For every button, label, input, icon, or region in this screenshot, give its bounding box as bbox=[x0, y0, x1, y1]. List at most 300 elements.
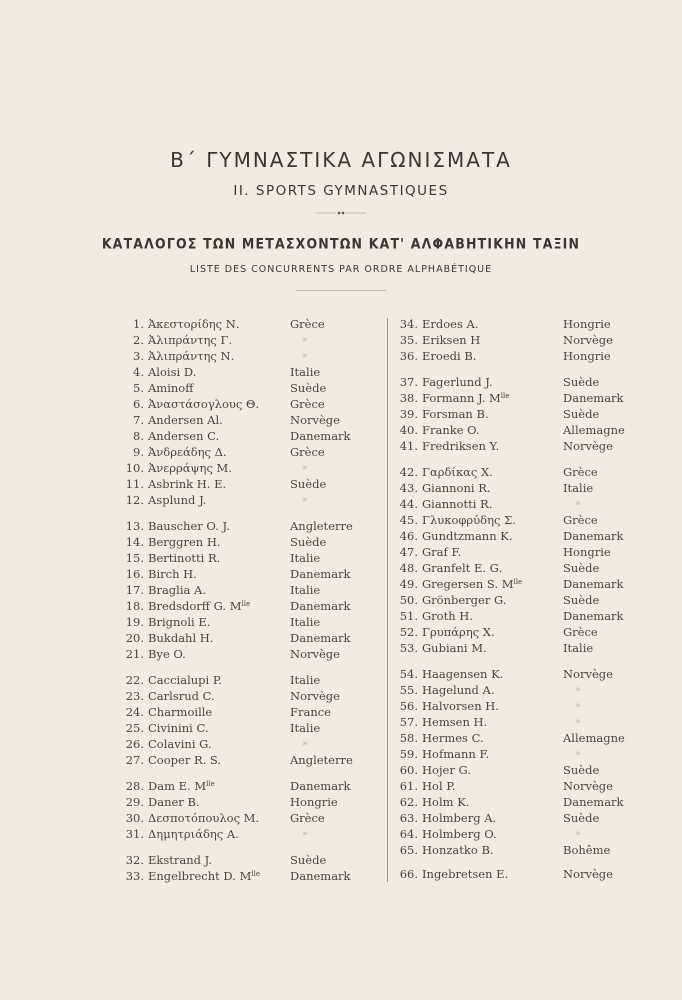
entry-name-text: Δεσποτόπουλος Μ. bbox=[148, 811, 260, 825]
entry-country: » bbox=[575, 717, 581, 727]
entry-country: Hongrie bbox=[563, 349, 611, 363]
entry-name bbox=[422, 794, 469, 810]
entry-country: Danemark bbox=[290, 567, 351, 581]
entry-name-text: Eroedi B. bbox=[422, 349, 477, 363]
entry-country: » bbox=[575, 829, 581, 839]
entry-name bbox=[422, 332, 480, 348]
entry-country: Norvège bbox=[290, 413, 340, 427]
entry-number: 45. bbox=[399, 513, 418, 527]
entry-number: 59. bbox=[399, 747, 418, 761]
entry-name-text: Andersen C. bbox=[148, 429, 220, 443]
entry-number: 49. bbox=[399, 577, 418, 591]
list-item bbox=[110, 736, 390, 752]
list-item bbox=[110, 348, 390, 364]
entry-name-text: Holmberg O. bbox=[422, 827, 497, 841]
entry-name-text: Halvorsen H. bbox=[422, 699, 499, 713]
list-item bbox=[384, 746, 664, 762]
page-title: Β΄ ΓΥΜΝΑΣΤΙΚΑ ΑΓΩΝΙΣΜΑΤΑ bbox=[170, 148, 512, 172]
entry-number: 34. bbox=[399, 317, 418, 331]
entry-name-text: Ἀνερράψης Μ. bbox=[148, 461, 232, 475]
entry-name-text: Ἀλιπράντης Γ. bbox=[148, 333, 233, 347]
entry-number: 14. bbox=[125, 535, 144, 549]
list-item bbox=[110, 704, 390, 720]
entry-number: 48. bbox=[399, 561, 418, 575]
entry-number: 35. bbox=[399, 333, 418, 347]
entry-country: Angleterre bbox=[290, 753, 353, 767]
entry-name bbox=[148, 778, 215, 794]
entry-number: 66. bbox=[399, 867, 418, 881]
entry-country: » bbox=[575, 499, 581, 509]
entry-country: » bbox=[575, 749, 581, 759]
list-item bbox=[110, 518, 390, 534]
list-item bbox=[110, 534, 390, 550]
title-suffix: $M^{lle}$ bbox=[501, 577, 523, 591]
entry-name-text: Carlsrud C. bbox=[148, 689, 215, 703]
entry-name bbox=[422, 762, 471, 778]
entry-country: » bbox=[575, 685, 581, 695]
entry-number: 63. bbox=[399, 811, 418, 825]
entry-number: 41. bbox=[399, 439, 418, 453]
entry-name bbox=[422, 464, 493, 480]
entry-name bbox=[422, 576, 522, 592]
entry-number: 64. bbox=[399, 827, 418, 841]
list-item bbox=[384, 640, 664, 656]
list-item bbox=[110, 364, 390, 380]
entry-number: 56. bbox=[399, 699, 418, 713]
entry-name-text: Asplund J. bbox=[148, 493, 207, 507]
entry-country: Suède bbox=[563, 811, 600, 825]
entry-number: 12. bbox=[125, 493, 144, 507]
entry-country: Grèce bbox=[563, 625, 598, 639]
entry-number: 1. bbox=[133, 317, 144, 331]
entry-country: Danemark bbox=[290, 599, 351, 613]
entry-name bbox=[148, 316, 239, 332]
entry-country: Suède bbox=[290, 477, 327, 491]
entry-name-text: Braglia A. bbox=[148, 583, 206, 597]
entry-number: 20. bbox=[125, 631, 144, 645]
entry-name bbox=[422, 512, 516, 528]
entry-name-text: Dam E. bbox=[148, 779, 191, 793]
list-item bbox=[110, 332, 390, 348]
list-item bbox=[110, 778, 390, 794]
entry-name bbox=[422, 826, 497, 842]
list-item bbox=[384, 422, 664, 438]
list-item bbox=[384, 608, 664, 624]
entry-number: 47. bbox=[399, 545, 418, 559]
list-item bbox=[384, 714, 664, 730]
entry-country: » bbox=[302, 739, 308, 749]
list-item bbox=[384, 332, 664, 348]
list-item bbox=[384, 810, 664, 826]
entry-name bbox=[148, 550, 220, 566]
entry-number: 5. bbox=[133, 381, 144, 395]
entry-name-text: Haagensen K. bbox=[422, 667, 504, 681]
entry-name-text: Bertinotti R. bbox=[148, 551, 221, 565]
list-item bbox=[110, 460, 390, 476]
entry-number: 60. bbox=[399, 763, 418, 777]
list-item bbox=[110, 598, 390, 614]
entry-name bbox=[422, 866, 508, 882]
entry-name-text: Gundtzmann K. bbox=[422, 529, 513, 543]
list-item bbox=[384, 794, 664, 810]
entry-name-text: Formann J. bbox=[422, 391, 486, 405]
entry-name-text: Bredsdorff G. bbox=[148, 599, 227, 613]
entry-country: » bbox=[302, 829, 308, 839]
entry-name-text: Ekstrand J. bbox=[148, 853, 213, 867]
list-item bbox=[110, 720, 390, 736]
title-suffix: $M^{lle}$ bbox=[489, 391, 510, 405]
entry-name-text: Bukdahl H. bbox=[148, 631, 214, 645]
entry-name-text: Ἀναστάσογλους Θ. bbox=[148, 397, 260, 411]
list-item bbox=[384, 464, 664, 480]
list-item bbox=[110, 614, 390, 630]
entry-number: 36. bbox=[399, 349, 418, 363]
entry-name bbox=[422, 480, 491, 496]
entry-country: Danemark bbox=[290, 631, 351, 645]
entry-country: Bohême bbox=[563, 843, 611, 857]
entry-name bbox=[148, 566, 197, 582]
entry-name-text: Hojer G. bbox=[422, 763, 471, 777]
list-item bbox=[110, 428, 390, 444]
list-item bbox=[384, 730, 664, 746]
entry-name-text: Cooper R. S. bbox=[148, 753, 222, 767]
entry-country: » bbox=[302, 351, 308, 361]
entry-number: 26. bbox=[125, 737, 144, 751]
entry-number: 44. bbox=[399, 497, 418, 511]
entry-country: Suède bbox=[290, 853, 327, 867]
entry-country: Hongrie bbox=[290, 795, 338, 809]
entry-number: 2. bbox=[133, 333, 144, 347]
list-item bbox=[110, 826, 390, 842]
entry-country: Italie bbox=[290, 365, 321, 379]
entry-country: Hongrie bbox=[563, 317, 611, 331]
list-item bbox=[110, 646, 390, 662]
heading-rule bbox=[296, 290, 386, 291]
entry-name bbox=[148, 826, 239, 842]
entry-name bbox=[422, 592, 506, 608]
entry-country: Danemark bbox=[290, 429, 351, 443]
entry-country: » bbox=[302, 495, 308, 505]
entry-name bbox=[148, 752, 221, 768]
entry-number: 4. bbox=[133, 365, 144, 379]
list-item bbox=[384, 480, 664, 496]
list-item bbox=[384, 778, 664, 794]
entry-name-text: Giannotti R. bbox=[422, 497, 493, 511]
entry-name bbox=[422, 348, 476, 364]
list-item bbox=[384, 826, 664, 842]
entry-name-text: Honzatko B. bbox=[422, 843, 494, 857]
entry-name-text: Asbrink H. E. bbox=[148, 477, 227, 491]
entry-country: Italie bbox=[563, 481, 594, 495]
list-item bbox=[110, 316, 390, 332]
list-item bbox=[110, 630, 390, 646]
entry-name bbox=[148, 396, 259, 412]
entry-country: Suède bbox=[563, 593, 600, 607]
entry-name-text: Graf F. bbox=[422, 545, 462, 559]
list-item bbox=[110, 672, 390, 688]
entry-country: Norvège bbox=[563, 779, 613, 793]
entry-name-text: Hagelund A. bbox=[422, 683, 495, 697]
entry-name bbox=[422, 682, 495, 698]
entry-name-text: Charmoille bbox=[148, 705, 213, 719]
entry-number: 24. bbox=[125, 705, 144, 719]
entry-name-text: Aminoff bbox=[148, 381, 194, 395]
list-item bbox=[384, 576, 664, 592]
entry-name-text: Δημητριάδης Α. bbox=[148, 827, 239, 841]
list-item bbox=[384, 560, 664, 576]
entry-country: Danemark bbox=[563, 529, 624, 543]
entry-country: Italie bbox=[290, 615, 321, 629]
title-suffix: $M^{lle}$ bbox=[229, 599, 251, 613]
list-item bbox=[110, 476, 390, 492]
entry-name-text: Andersen Al. bbox=[148, 413, 223, 427]
entry-number: 51. bbox=[399, 609, 418, 623]
list-item bbox=[384, 528, 664, 544]
entry-number: 9. bbox=[133, 445, 144, 459]
list-item bbox=[110, 380, 390, 396]
ornament-divider bbox=[316, 208, 366, 218]
entry-name bbox=[422, 422, 480, 438]
entry-country: » bbox=[575, 701, 581, 711]
list-item bbox=[384, 592, 664, 608]
entry-country: Suède bbox=[290, 381, 327, 395]
entry-name-text: Γλυκοφρύδης Σ. bbox=[422, 513, 516, 527]
entry-name bbox=[148, 582, 206, 598]
entry-number: 65. bbox=[399, 843, 418, 857]
entry-name bbox=[422, 842, 494, 858]
entry-name bbox=[422, 438, 499, 454]
entry-number: 53. bbox=[399, 641, 418, 655]
entry-name-text: Groth H. bbox=[422, 609, 473, 623]
entry-name bbox=[422, 374, 493, 390]
entry-name-text: Giannoni R. bbox=[422, 481, 491, 495]
french-heading: LISTE DES CONCURRENTS PAR ORDRE ALPHABÉTIQUE bbox=[189, 264, 493, 275]
entry-country: Danemark bbox=[563, 577, 624, 591]
entry-number: 40. bbox=[399, 423, 418, 437]
entry-number: 18. bbox=[125, 599, 144, 613]
entry-number: 22. bbox=[125, 673, 144, 687]
entry-country: Norvège bbox=[563, 667, 613, 681]
entry-number: 28. bbox=[125, 779, 144, 793]
list-item bbox=[110, 550, 390, 566]
entry-number: 61. bbox=[399, 779, 418, 793]
entry-name-text: Civinini C. bbox=[148, 721, 209, 735]
list-item bbox=[384, 496, 664, 512]
entry-name bbox=[422, 528, 513, 544]
entry-country: Angleterre bbox=[290, 519, 353, 533]
entry-name-text: Erdoes A. bbox=[422, 317, 479, 331]
entry-name bbox=[422, 730, 484, 746]
entry-name bbox=[148, 672, 222, 688]
entry-country: Suède bbox=[563, 763, 600, 777]
entry-country: Suède bbox=[563, 407, 600, 421]
entry-number: 16. bbox=[125, 567, 144, 581]
list-item bbox=[384, 842, 664, 858]
entry-number: 3. bbox=[133, 349, 144, 363]
entry-name-text: Birch H. bbox=[148, 567, 197, 581]
entry-number: 23. bbox=[125, 689, 144, 703]
entry-name-text: Holm K. bbox=[422, 795, 470, 809]
entry-number: 39. bbox=[399, 407, 418, 421]
list-item bbox=[384, 624, 664, 640]
entry-name bbox=[148, 460, 232, 476]
list-item bbox=[110, 444, 390, 460]
entry-name bbox=[422, 316, 479, 332]
entry-country: Grèce bbox=[563, 513, 598, 527]
entry-country: Italie bbox=[290, 721, 321, 735]
list-item bbox=[384, 316, 664, 332]
page-subtitle: II. SPORTS GYMNASTIQUES bbox=[233, 183, 449, 199]
entry-name bbox=[422, 624, 495, 640]
entry-name bbox=[148, 630, 213, 646]
entry-name-text: Colavini G. bbox=[148, 737, 212, 751]
greek-heading: ΚΑΤΑΛΟΓΟΣ ΤΩΝ ΜΕΤΑΣΧΟΝΤΩΝ ΚΑΤ' ΑΛΦΑΒΗΤΙΚΗΝ ΤΑΞΙΝ bbox=[101, 234, 581, 253]
entry-name bbox=[148, 476, 226, 492]
entry-number: 15. bbox=[125, 551, 144, 565]
list-item bbox=[384, 544, 664, 560]
list-item bbox=[384, 762, 664, 778]
entry-number: 27. bbox=[125, 753, 144, 767]
entry-number: 37. bbox=[399, 375, 418, 389]
entry-name bbox=[422, 608, 473, 624]
entry-name bbox=[422, 390, 509, 406]
list-item bbox=[110, 688, 390, 704]
entry-name-text: Brignoli E. bbox=[148, 615, 211, 629]
entry-name bbox=[148, 348, 234, 364]
entry-number: 33. bbox=[125, 869, 144, 883]
entry-name-text: Ἀλιπράντης Ν. bbox=[148, 349, 235, 363]
entry-name-text: Fagerlund J. bbox=[422, 375, 493, 389]
entry-name bbox=[422, 640, 487, 656]
title-suffix: $M^{lle}$ bbox=[194, 779, 215, 793]
list-item bbox=[384, 866, 664, 882]
entry-name bbox=[148, 444, 227, 460]
entry-name bbox=[148, 534, 221, 550]
entry-name bbox=[148, 332, 232, 348]
list-item bbox=[110, 794, 390, 810]
entry-number: 25. bbox=[125, 721, 144, 735]
entry-name bbox=[422, 810, 496, 826]
entry-country: Italie bbox=[290, 551, 321, 565]
entry-name-text: Hofmann F. bbox=[422, 747, 490, 761]
title-suffix: $M^{lle}$ bbox=[239, 869, 260, 883]
entry-name-text: Γαρδίκας Χ. bbox=[422, 465, 493, 479]
entry-number: 55. bbox=[399, 683, 418, 697]
entry-name bbox=[148, 492, 206, 508]
entry-name bbox=[148, 412, 223, 428]
entry-name bbox=[148, 614, 210, 630]
entry-country: France bbox=[290, 705, 331, 719]
entry-number: 62. bbox=[399, 795, 418, 809]
entry-name-text: Ἀκεστορίδης Ν. bbox=[148, 317, 240, 331]
entry-name bbox=[422, 560, 502, 576]
entry-name-text: Bauscher O. J. bbox=[148, 519, 230, 533]
entry-number: 21. bbox=[125, 647, 144, 661]
entry-country: Danemark bbox=[563, 795, 624, 809]
entry-name-text: Gregersen S. bbox=[422, 577, 499, 591]
entry-name bbox=[148, 688, 215, 704]
entry-number: 58. bbox=[399, 731, 418, 745]
entry-name-text: Eriksen H bbox=[422, 333, 481, 347]
list-item bbox=[110, 868, 390, 884]
entry-number: 7. bbox=[133, 413, 144, 427]
entry-country: » bbox=[302, 463, 308, 473]
entry-name-text: Berggren H. bbox=[148, 535, 221, 549]
entry-number: 42. bbox=[399, 465, 418, 479]
entry-name bbox=[148, 646, 186, 662]
entry-name-text: Daner B. bbox=[148, 795, 200, 809]
entry-country: Suède bbox=[290, 535, 327, 549]
list-item bbox=[110, 566, 390, 582]
list-item bbox=[110, 492, 390, 508]
entry-name-text: Bye O. bbox=[148, 647, 186, 661]
entry-number: 29. bbox=[125, 795, 144, 809]
entry-country: Norvège bbox=[563, 439, 613, 453]
entry-number: 43. bbox=[399, 481, 418, 495]
entry-name-text: Aloisi D. bbox=[148, 365, 197, 379]
entry-name-text: Ἀνδρεάδης Δ. bbox=[148, 445, 227, 459]
entry-name-text: Forsman B. bbox=[422, 407, 489, 421]
entry-number: 30. bbox=[125, 811, 144, 825]
entry-name-text: Γρυπάρης Χ. bbox=[422, 625, 495, 639]
entry-number: 46. bbox=[399, 529, 418, 543]
entry-name-text: Hemsen H. bbox=[422, 715, 488, 729]
entry-name bbox=[422, 496, 492, 512]
list-item bbox=[384, 512, 664, 528]
entry-country: Italie bbox=[290, 583, 321, 597]
entry-name bbox=[148, 704, 212, 720]
entry-name-text: Engelbrecht D. bbox=[148, 869, 236, 883]
entry-country: Hongrie bbox=[563, 545, 611, 559]
list-item bbox=[110, 412, 390, 428]
list-item bbox=[384, 698, 664, 714]
entry-name bbox=[148, 868, 260, 884]
entry-name-text: Fredriksen Y. bbox=[422, 439, 500, 453]
entry-country: Suède bbox=[563, 561, 600, 575]
entry-name bbox=[422, 698, 499, 714]
entry-name-text: Granfelt E. G. bbox=[422, 561, 503, 575]
entry-country: Norvège bbox=[563, 867, 613, 881]
entry-name bbox=[148, 428, 219, 444]
entry-country: Danemark bbox=[563, 391, 624, 405]
entry-name-text: Caccialupi P. bbox=[148, 673, 222, 687]
entry-name bbox=[148, 518, 230, 534]
entry-country: Suède bbox=[563, 375, 600, 389]
entry-country: Allemagne bbox=[563, 731, 625, 745]
entry-number: 52. bbox=[399, 625, 418, 639]
entry-country: » bbox=[302, 335, 308, 345]
entry-number: 10. bbox=[125, 461, 144, 475]
list-item bbox=[384, 666, 664, 682]
entry-country: Danemark bbox=[563, 609, 624, 623]
entry-name bbox=[148, 852, 212, 868]
entry-name bbox=[148, 364, 196, 380]
entry-name bbox=[422, 544, 461, 560]
entry-country: Danemark bbox=[290, 869, 351, 883]
entry-country: Grèce bbox=[563, 465, 598, 479]
entry-name bbox=[148, 810, 259, 826]
list-item bbox=[384, 438, 664, 454]
list-item bbox=[110, 582, 390, 598]
entry-name-text: Franke O. bbox=[422, 423, 480, 437]
entry-name bbox=[422, 666, 503, 682]
entry-country: Italie bbox=[290, 673, 321, 687]
entry-name bbox=[148, 380, 193, 396]
entry-country: Norvège bbox=[563, 333, 613, 347]
entry-name-text: Hol P. bbox=[422, 779, 456, 793]
list-item bbox=[110, 852, 390, 868]
entry-name-text: Ingebretsen E. bbox=[422, 867, 509, 881]
